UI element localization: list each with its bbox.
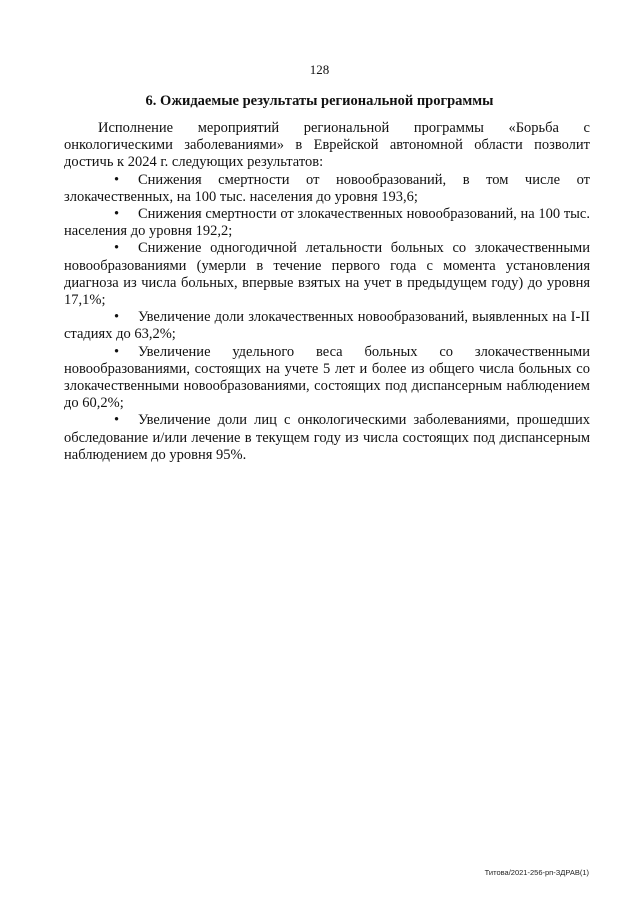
bullet-icon: • [114,171,120,188]
bullet-item [64,344,590,413]
bullet-item [64,309,590,343]
bullet-icon: • [114,412,120,429]
bullet-item [64,240,590,309]
bullet-icon: • [114,206,120,223]
document-body [64,120,590,464]
footer-document-code: Титова/2021-256-рп-ЗДРАВ(1) [484,868,589,877]
bullet-text: Увеличение доли лиц с онкологическими заболеваниями, прошедших обследование и/или лечение в текущем году из числа состоящих под диспансерным наблюдением до уровня 95%. [64,412,590,463]
bullet-icon: • [114,343,120,360]
section-title: 6. Ожидаемые результаты региональной программы [145,93,494,109]
bullet-text: Снижения смертности от новообразований, в том числе от злокачественных, на 100 тыс. населения до уровня 193,6; [64,171,590,205]
bullet-icon: • [114,240,120,257]
bullet-text: Снижения смертности от злокачественных новообразований, на 100 тыс. населения до уровня 192,2; [64,206,590,240]
bullet-text: Увеличение удельного веса больных со злокачественными новообразованиями, состоящих на учете 5 лет и более из общего числа больных со злокачественными новообразованиями, состоящих под диспансерным наблюдением до 60,2%; [64,343,590,412]
bullet-item [64,412,590,464]
intro-paragraph: Исполнение мероприятий региональной программы «Борьба с онкологическими заболеваниями» в Еврейской автономной области позволит достичь к 2024 г. следующих результатов: [64,120,590,171]
bullet-item [64,206,590,240]
bullet-item [64,172,590,206]
bullet-icon: • [114,309,120,326]
bullet-text: Снижение одногодичной летальности больных со злокачественными новообразованиями (умерли в течение первого года с момента установления диагноза из числа больных, впервые взятых на учет в предыдущем году) до уровня 17,1%; [64,240,590,309]
bullet-text: Увеличение доли злокачественных новообразований, выявленных на I-II стадиях до 63,2%; [64,309,590,343]
page-number: 128 [309,62,330,77]
